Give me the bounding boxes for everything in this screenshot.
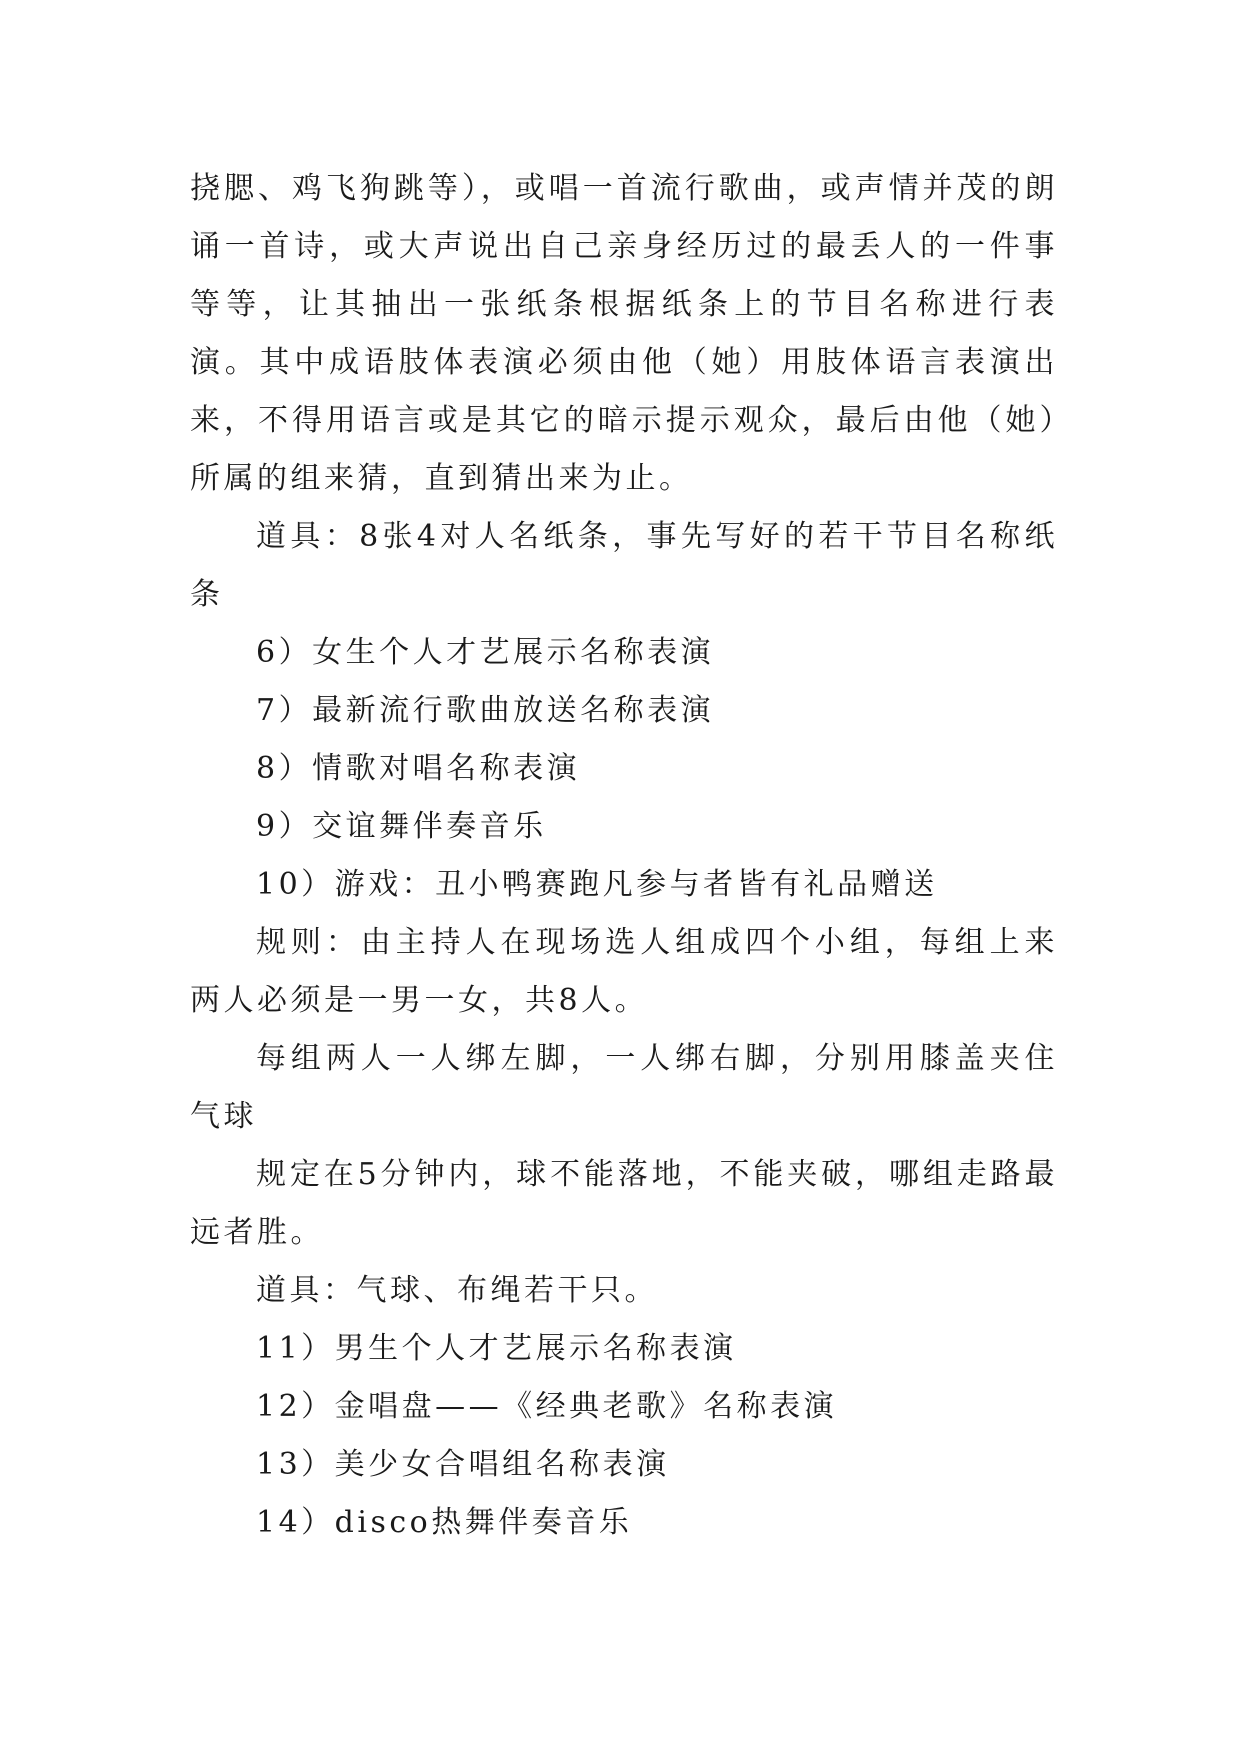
- paragraph-props: 道具：8张4对人名纸条，事先写好的若干节目名称纸条: [190, 519, 1058, 612]
- paragraph-props: 道具：气球、布绳若干只。: [256, 1273, 658, 1308]
- list-item: 9）交谊舞伴奏音乐: [256, 809, 547, 844]
- list-item: 8）情歌对唱名称表演: [256, 751, 581, 786]
- list-item: 6）女生个人才艺展示名称表演: [256, 635, 715, 670]
- list-item: 14）disco热舞伴奏音乐: [256, 1505, 633, 1540]
- document-page: [190, 160, 1058, 1552]
- list-item: 7）最新流行歌曲放送名称表演: [256, 693, 715, 728]
- list-item: 13）美少女合唱组名称表演: [256, 1447, 670, 1482]
- paragraph-rules: 规则：由主持人在现场选人组成四个小组，每组上来两人必须是一男一女，共8人。: [190, 925, 1058, 1018]
- list-item: 12）金唱盘——《经典老歌》名称表演: [256, 1389, 838, 1424]
- paragraph-continuation: 挠腮、鸡飞狗跳等），或唱一首流行歌曲，或声情并茂的朗诵一首诗，或大声说出自己亲身经历过的最丢人的一件事等等，让其抽出一张纸条根据纸条上的节目名称进行表演。其中成语肢体表演必须由他（她）用肢体语言表演出来，不得用语言或是其它的暗示提示观众，最后由他（她）所属的组来猜，直到猜出来为止。: [190, 171, 1058, 496]
- list-item: 11）男生个人才艺展示名称表演: [256, 1331, 737, 1366]
- paragraph-rules-detail: 规定在5分钟内，球不能落地，不能夹破，哪组走路最远者胜。: [190, 1157, 1058, 1250]
- paragraph-rules-detail: 每组两人一人绑左脚，一人绑右脚，分别用膝盖夹住气球: [190, 1041, 1058, 1134]
- list-item: 10）游戏：丑小鸭赛跑凡参与者皆有礼品赠送: [256, 867, 938, 902]
